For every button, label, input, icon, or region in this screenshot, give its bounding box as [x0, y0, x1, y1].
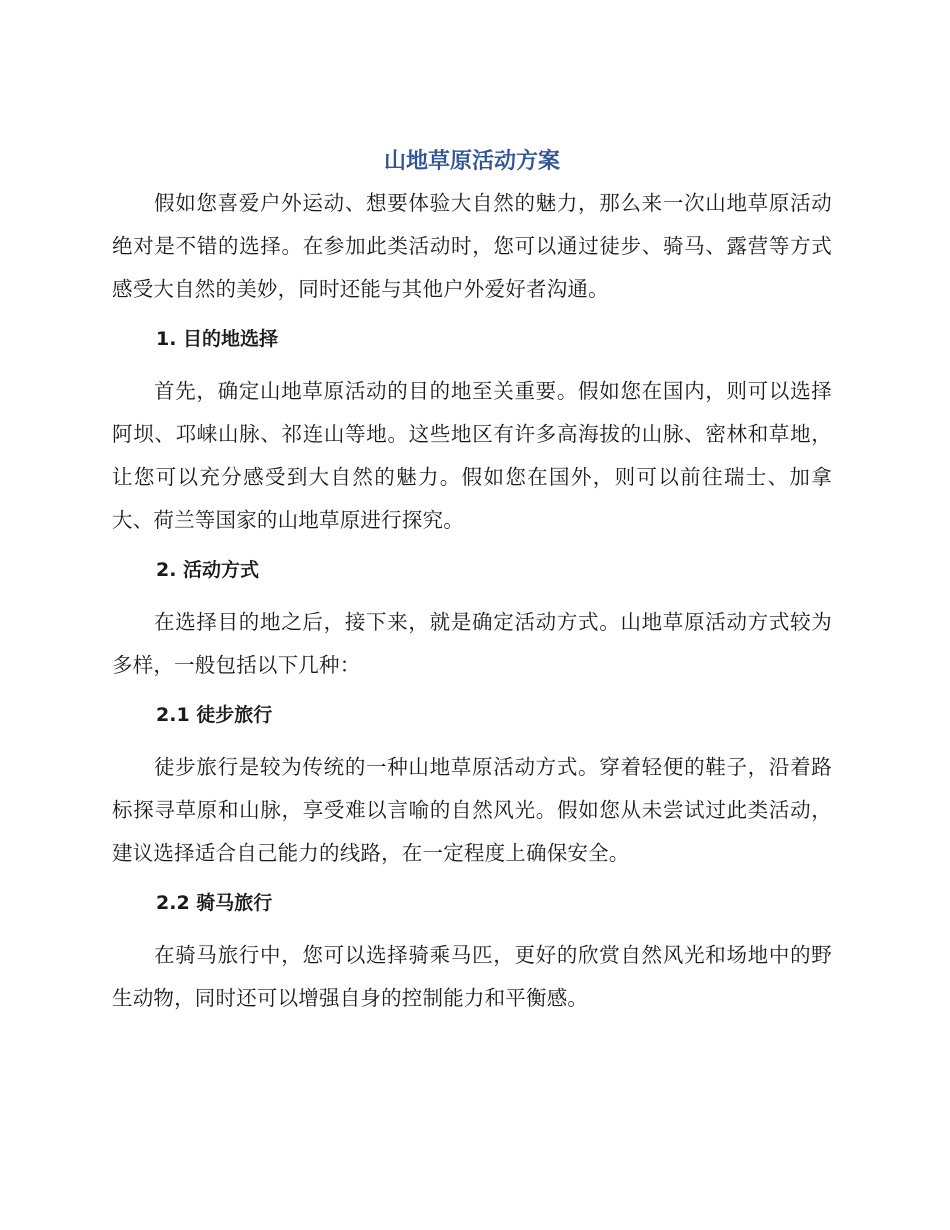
- section-heading-horse-riding: 2.2 骑马旅行: [156, 892, 273, 914]
- document-title: 山地草原活动方案: [383, 149, 560, 174]
- document-body: [112, 142, 832, 1020]
- section-paragraph-activity-type: 在选择目的地之后，接下来，就是确定活动方式。山地草原活动方式较为多样，一般包括以下几种：: [112, 610, 832, 677]
- section-paragraph-destination: 首先，确定山地草原活动的目的地至关重要。假如您在国内，则可以选择阿坝、邛崃山脉、祁连山等地。这些地区有许多高海拔的山脉、密林和草地，让您可以充分感受到大自然的魅力。假如您在国外，则可以前往瑞士、加拿大、荷兰等国家的山地草原进行探究。: [112, 379, 832, 532]
- section-paragraph-hiking: 徒步旅行是较为传统的一种山地草原活动方式。穿着轻便的鞋子，沿着路标探寻草原和山脉，享受难以言喻的自然风光。假如您从未尝试过此类活动，建议选择适合自己能力的线路，在一定程度上确保安全。: [112, 755, 832, 865]
- section-heading-activity-type: 2. 活动方式: [156, 559, 260, 581]
- section-paragraph-horse-riding: 在骑马旅行中，您可以选择骑乘马匹，更好的欣赏自然风光和场地中的野生动物，同时还可以增强自身的控制能力和平衡感。: [112, 943, 832, 1010]
- intro-paragraph: 假如您喜爱户外运动、想要体验大自然的魅力，那么来一次山地草原活动绝对是不错的选择。在参加此类活动时，您可以通过徒步、骑马、露营等方式感受大自然的美妙，同时还能与其他户外爱好者沟通。: [112, 191, 832, 301]
- section-heading-hiking: 2.1 徒步旅行: [156, 704, 273, 726]
- section-heading-destination: 1. 目的地选择: [156, 328, 279, 350]
